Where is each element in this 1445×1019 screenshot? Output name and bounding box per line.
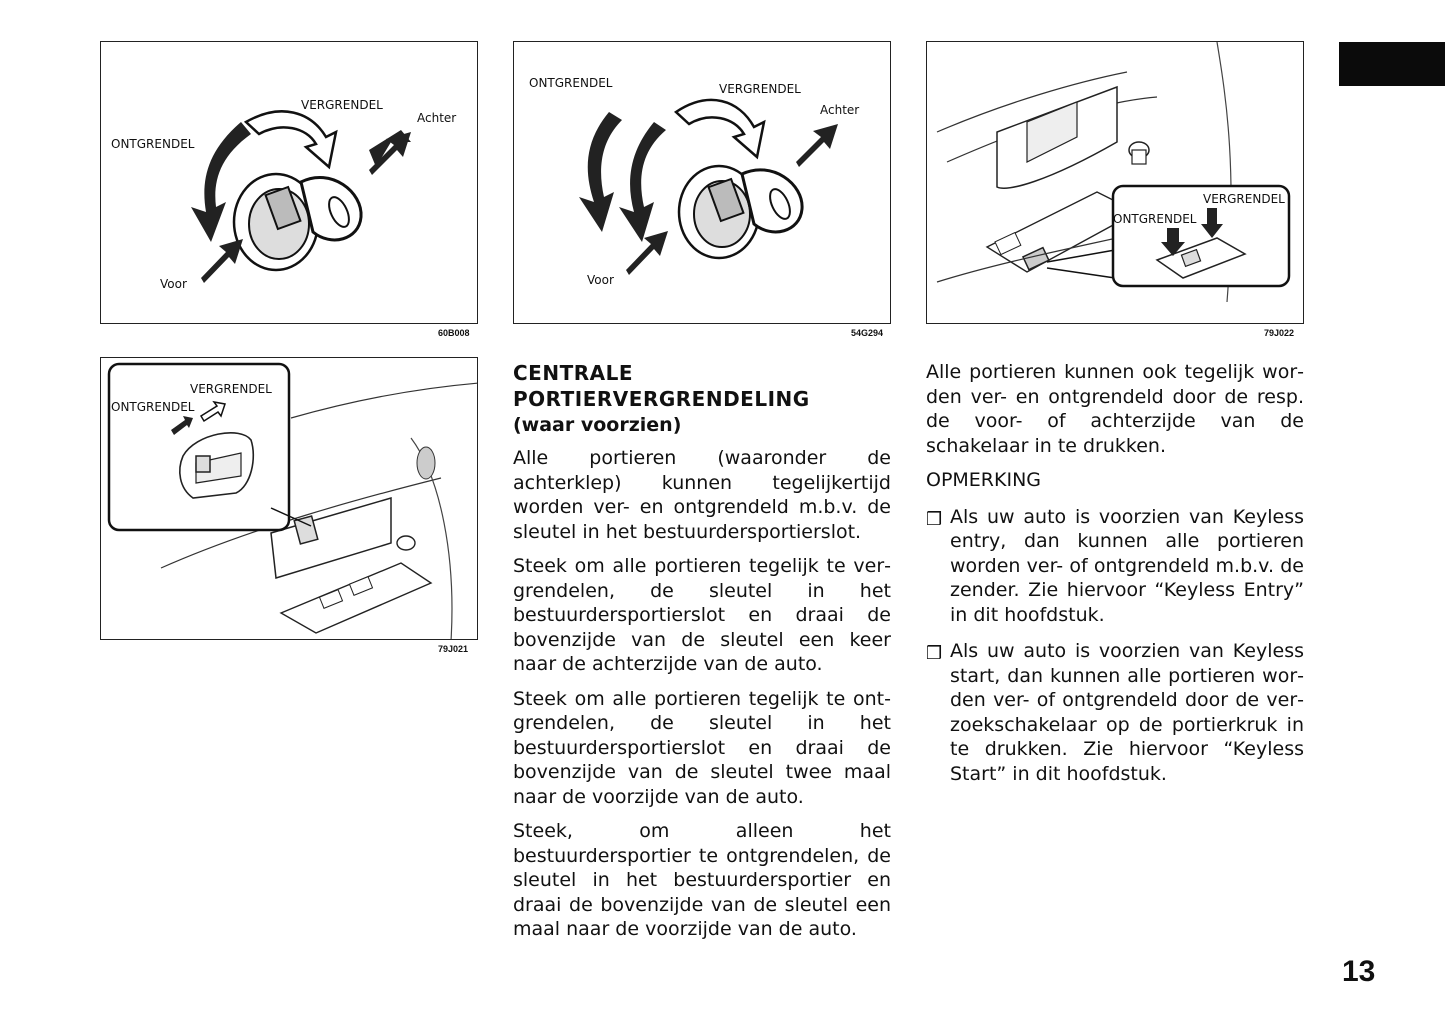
figure-code: 54G294 xyxy=(851,328,884,338)
chapter-tab xyxy=(1339,42,1445,86)
note-item xyxy=(926,639,1304,786)
label-lock: VERGRENDEL xyxy=(1203,192,1285,206)
label-lock: VERGRENDEL xyxy=(190,382,272,396)
label-unlock: ONTGRENDEL xyxy=(111,400,195,414)
right-column xyxy=(926,360,1304,798)
checkbox-bullet-icon: ❒ xyxy=(926,643,943,664)
label-rear: Achter xyxy=(820,103,860,117)
note-text: Als uw auto is voorzien van Keyless start, dan kunnen alle portieren worden ver- of ontgrendeld door de verzoekschakelaar op de portierkruk in te drukken. Zie hiervoor “Keyless Start” in dit hoofdstuk. xyxy=(950,640,1304,785)
paragraph: Steek om alle portieren tegelijk te ontgrendelen, de sleutel in het bestuurdersportierslot en draai de bovenzijde van de sleutel twee maal naar de voorzijde van de auto. xyxy=(513,687,891,808)
note-heading: OPMERKING xyxy=(926,469,1042,491)
figure-key-lock-1 xyxy=(100,41,478,324)
figure-code: 79J021 xyxy=(438,644,469,654)
figure-code: 79J022 xyxy=(1264,328,1295,338)
figure-door-handle xyxy=(100,357,478,640)
section-title-line1: CENTRALE xyxy=(513,361,634,385)
paragraph: Alle portieren (waaronder de achterklep) kunnen tegelijkertijd worden ver- en ontgrendeld m.b.v. de sleutel in het bestuurdersportierslot. xyxy=(513,447,891,543)
door-panel-illustration xyxy=(927,42,1304,324)
figure-code: 60B008 xyxy=(438,328,470,338)
figure-key-lock-2 xyxy=(513,41,891,324)
figure-door-switch xyxy=(926,41,1304,324)
label-unlock: ONTGRENDEL xyxy=(111,137,195,151)
label-front: Voor xyxy=(587,273,614,287)
label-unlock: ONTGRENDEL xyxy=(1113,212,1197,226)
label-rear: Achter xyxy=(417,111,457,125)
paragraph: Steek om alle portieren tegelijk te vergrendelen, de sleutel in het bestuurdersportierslot en draai de bovenzijde van de sleutel een keer naar de achterzijde van de auto. xyxy=(513,555,891,675)
label-lock: VERGRENDEL xyxy=(301,98,383,112)
note-item xyxy=(926,505,1304,628)
checkbox-bullet-icon: ❒ xyxy=(926,508,943,530)
label-unlock: ONTGRENDEL xyxy=(529,76,613,90)
section-central-locking xyxy=(513,360,891,952)
page-number: 13 xyxy=(1342,955,1376,988)
paragraph: Alle portieren kunnen ook tegelijk worden ver- en ontgrendeld door de resp. de voor- of achterzijde van de schakelaar in te drukken. xyxy=(926,361,1304,457)
section-title-line2: PORTIERVERGRENDELING xyxy=(513,387,810,411)
label-lock: VERGRENDEL xyxy=(719,82,801,96)
section-subtitle: (waar voorzien) xyxy=(513,414,682,436)
key-lock-illustration xyxy=(101,42,478,324)
label-front: Voor xyxy=(160,277,187,291)
note-text: Als uw auto is voorzien van Keyless entry, dan kunnen alle portieren worden ver- of ontgrendeld m.b.v. de zender. Zie hiervoor “Keyless Entry” in dit hoofdstuk. xyxy=(950,505,1304,626)
paragraph: Steek, om alleen het bestuurdersportier te ontgrendelen, de sleutel in het bestuurdersportier en draai de bovenzijde van de sleutel een maal naar de voorzijde van de auto. xyxy=(513,820,891,940)
